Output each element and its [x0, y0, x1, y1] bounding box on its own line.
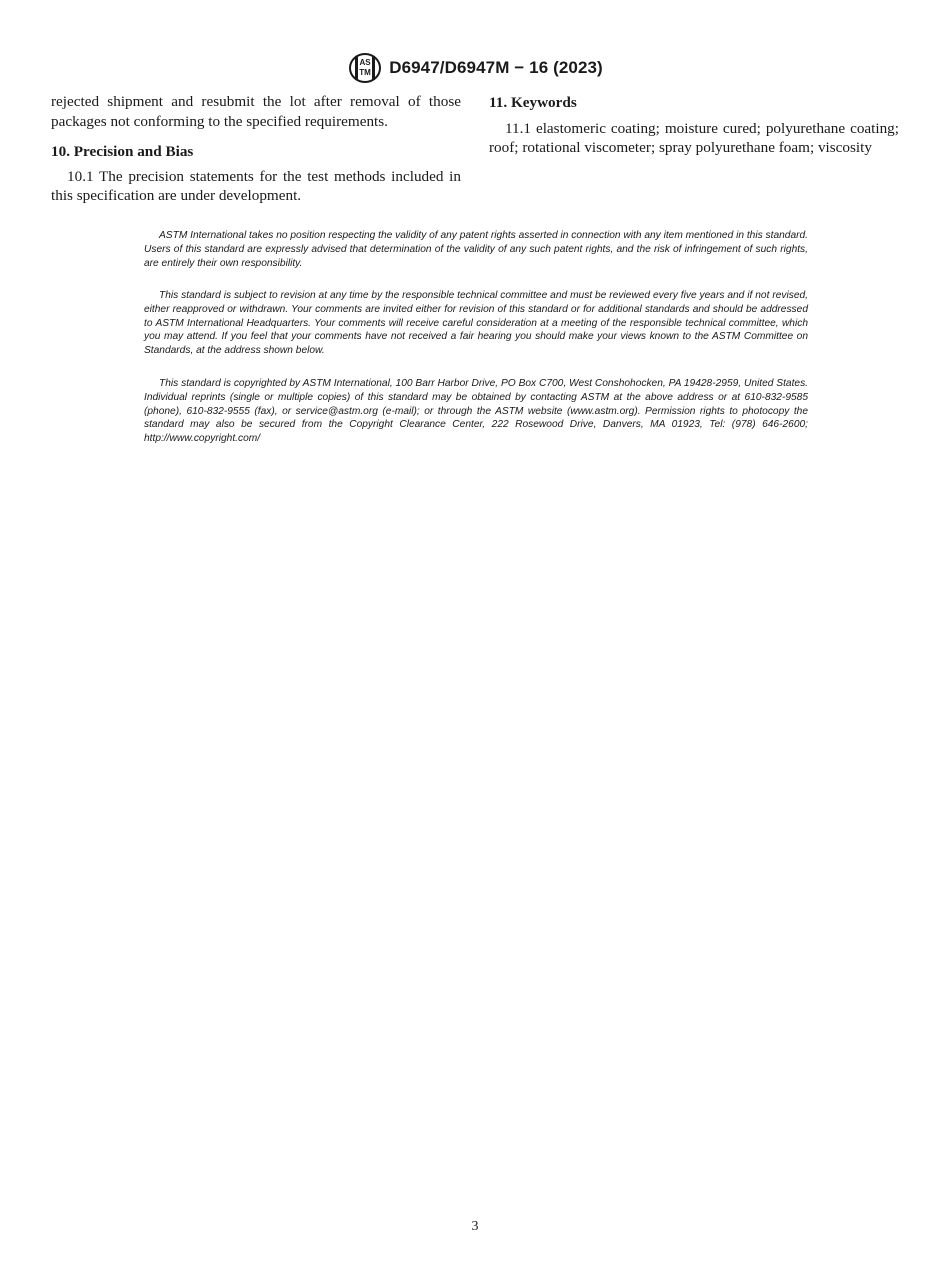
page-number: 3: [471, 1219, 479, 1234]
right-column: [489, 92, 899, 158]
section-11-1-paragraph: 11.1 elastomeric coating; moisture cured; polyurethane coating; roof; rotational viscometer; spray polyurethane foam; viscosity: [489, 119, 899, 157]
section-11-heading: 11. Keywords: [489, 94, 577, 111]
svg-text:TM: TM: [359, 68, 371, 77]
left-column: [51, 92, 461, 206]
svg-text:AS: AS: [359, 58, 371, 67]
copyright-notice: This standard is copyrighted by ASTM International, 100 Barr Harbor Drive, PO Box C700, West Conshohocken, PA 19428-2959, United States. Individual reprints (single or multiple copies) of this standard may be obtained by contacting ASTM at the above address or at 610-832-9585 (phone), 610-832-9555 (fax), or service@astm.org (e-mail); or through the ASTM website (www.astm.org). Permission rights to photocopy the standard may also be secured from the Copyright Clearance Center, 222 Rosewood Drive, Danvers, MA 01923, Tel: (978) 646-2600; http://www.copyright.com/: [144, 378, 808, 445]
patent-notice: ASTM International takes no position respecting the validity of any patent rights asserted in connection with any item mentioned in this standard. Users of this standard are expressly advised that determination of the validity of any such patent rights, and the risk of infringement of such rights, are entirely their own responsibility.: [144, 230, 808, 269]
page-header: [0, 52, 950, 84]
continuation-paragraph: rejected shipment and resubmit the lot after removal of those packages not conforming to the specified requirements.: [51, 93, 461, 130]
section-10-1-paragraph: 10.1 The precision statements for the test methods included in this specification are under development.: [51, 167, 461, 205]
section-10-heading: 10. Precision and Bias: [51, 143, 194, 161]
astm-logo-icon: [347, 52, 383, 84]
revision-notice: This standard is subject to revision at any time by the responsible technical committee and must be reviewed every five years and if not revised, either reapproved or withdrawn. Your comments are invited either for revision of this standard or for additional standards and should be addressed to ASTM International Headquarters. Your comments will receive careful consideration at a meeting of the responsible technical committee, which you may attend. If you feel that your comments have not received a fair hearing you should make your views known to the ASTM Committee on Standards, at the address shown below.: [144, 290, 808, 357]
standard-designation: D6947/D6947M − 16 (2023): [389, 58, 603, 77]
